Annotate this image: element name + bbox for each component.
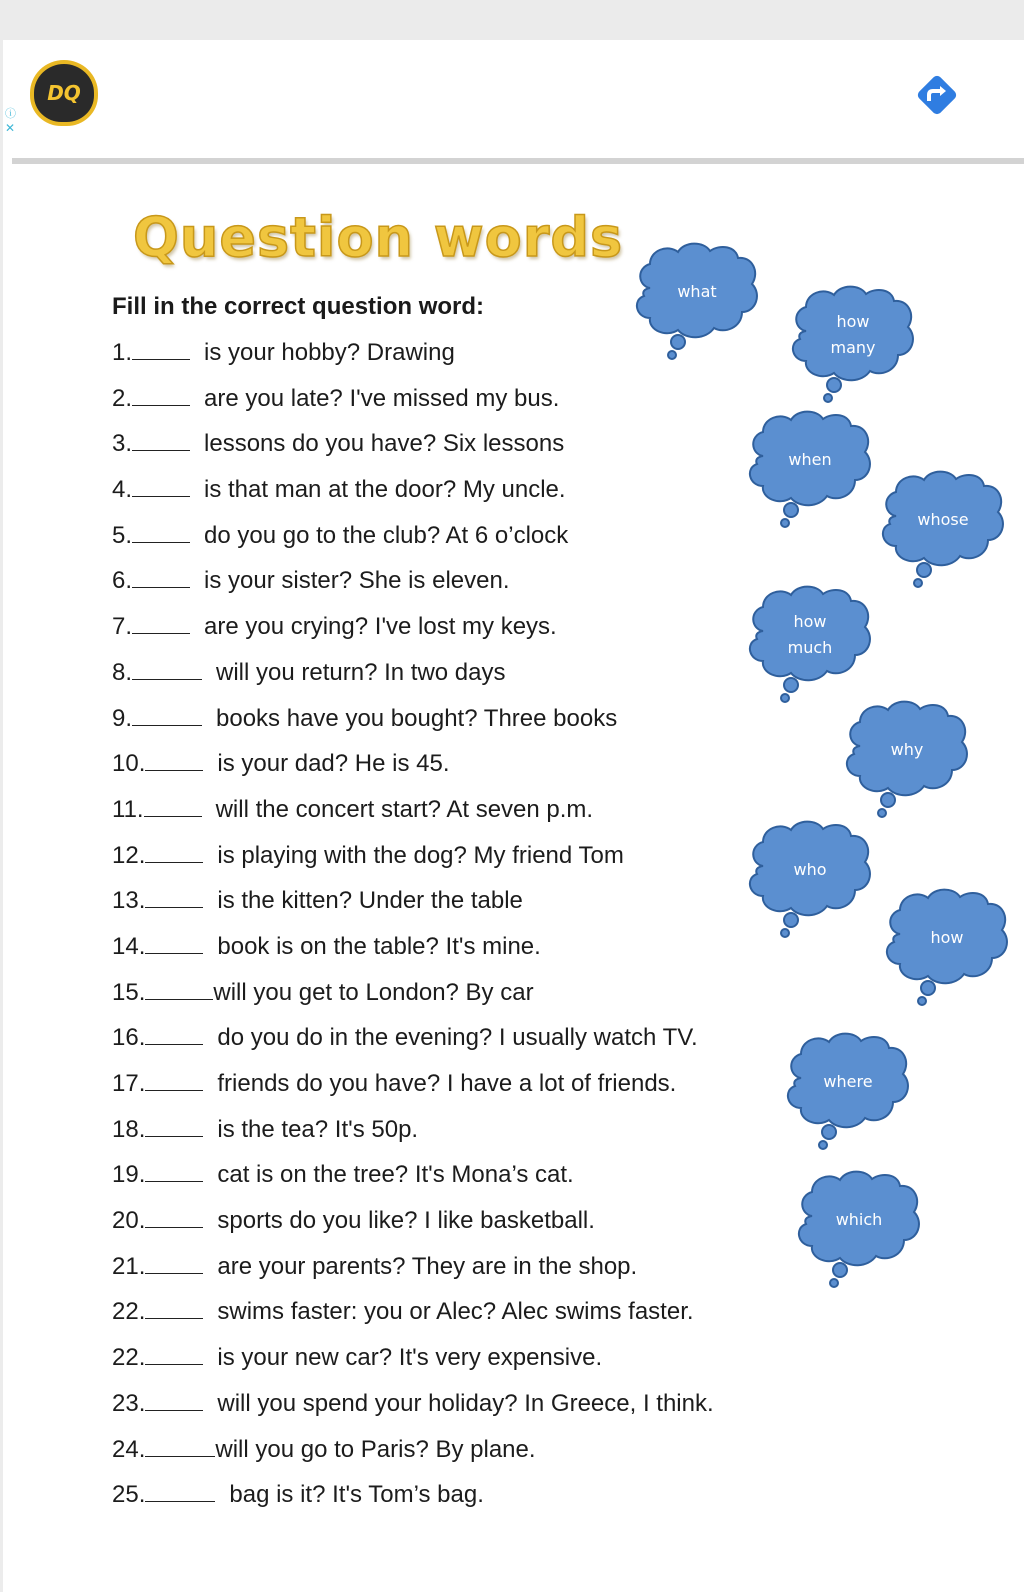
question-number: 14. [112, 932, 146, 960]
answer-blank[interactable] [144, 794, 202, 817]
ad-close-icon[interactable]: ✕ [5, 121, 16, 135]
answer-blank[interactable] [132, 611, 190, 634]
cloud-whose [878, 470, 1008, 590]
question-item [112, 1296, 714, 1342]
answer-blank[interactable] [145, 1434, 215, 1457]
question-item [112, 840, 714, 886]
cloud-how-many [788, 285, 918, 405]
question-text: do you do in the evening? I usually watch TV. [217, 1024, 698, 1052]
question-number: 4. [112, 476, 133, 504]
page-left-edge [0, 40, 3, 1592]
question-item [112, 1251, 714, 1297]
cloud-who [745, 820, 875, 940]
answer-blank[interactable] [145, 1342, 203, 1365]
question-number: 20. [112, 1207, 146, 1235]
question-item [112, 1205, 714, 1251]
cloud-what [632, 242, 762, 362]
cloud-label: what [677, 282, 717, 301]
answer-blank[interactable] [145, 1068, 203, 1091]
question-text: is your sister? She is eleven. [204, 567, 510, 595]
question-text: are your parents? They are in the shop. [217, 1252, 638, 1280]
cloud-label: how [930, 928, 964, 947]
answer-blank[interactable] [145, 977, 213, 1000]
question-text: sports do you like? I like basketball. [217, 1207, 595, 1235]
question-item [112, 1068, 714, 1114]
cloud-label: who [793, 860, 827, 879]
answer-blank[interactable] [132, 383, 190, 406]
cloud-label: why [890, 740, 924, 759]
question-item [112, 748, 714, 794]
cloud-label: how many [830, 312, 876, 357]
answer-blank[interactable] [145, 748, 203, 771]
question-item [112, 1434, 714, 1480]
question-number: 17. [112, 1070, 146, 1097]
question-text: friends do you have? I have a lot of friends. [217, 1070, 677, 1097]
question-number: 18. [112, 1115, 146, 1143]
question-number: 6. [112, 567, 133, 595]
question-text: books have you bought? Three books [216, 704, 618, 732]
question-text: lessons do you have? Six lessons [204, 430, 565, 458]
answer-blank[interactable] [145, 1114, 203, 1137]
question-item [112, 931, 714, 977]
directions-arrow-icon[interactable] [912, 70, 962, 120]
question-number: 19. [112, 1161, 146, 1189]
question-list [112, 337, 714, 1525]
worksheet-instruction: Fill in the correct question word: [112, 293, 485, 320]
question-item [112, 428, 714, 474]
answer-blank[interactable] [145, 1159, 203, 1182]
question-text: cat is on the tree? It's Mona’s cat. [217, 1161, 574, 1189]
question-item [112, 611, 714, 657]
question-number: 1. [112, 339, 133, 366]
cloud-label: where [823, 1072, 873, 1091]
question-text: will the concert start? At seven p.m. [215, 795, 594, 823]
question-number: 7. [112, 613, 133, 641]
question-text: is your new car? It's very expensive. [217, 1344, 603, 1372]
question-number: 12. [112, 841, 146, 869]
answer-blank[interactable] [132, 657, 202, 680]
question-text: is playing with the dog? My friend Tom [217, 841, 624, 869]
top-strip [0, 0, 1024, 40]
answer-blank[interactable] [145, 1205, 203, 1228]
question-item [112, 1022, 714, 1068]
answer-blank[interactable] [132, 520, 190, 543]
cloud-why [842, 700, 972, 820]
answer-blank[interactable] [145, 1296, 203, 1319]
question-number: 21. [112, 1252, 146, 1280]
question-number: 25. [112, 1481, 146, 1509]
question-text: will you spend your holiday? In Greece, I think. [217, 1389, 714, 1417]
question-number: 10. [112, 750, 146, 778]
question-text: is your dad? He is 45. [217, 750, 450, 778]
question-item [112, 794, 714, 840]
question-number: 15. [112, 978, 146, 1006]
question-item [112, 1342, 714, 1388]
question-item [112, 885, 714, 931]
cloud-where [783, 1032, 913, 1152]
question-number: 11. [112, 795, 144, 823]
ad-banner[interactable] [5, 40, 1024, 164]
question-number: 22. [112, 1344, 146, 1372]
answer-blank[interactable] [132, 474, 190, 497]
cloud-label: how much [787, 612, 833, 657]
answer-blank[interactable] [132, 428, 190, 451]
question-item [112, 1114, 714, 1160]
question-item [112, 1479, 714, 1525]
cloud-how-much [745, 585, 875, 705]
question-text: book is on the table? It's mine. [217, 932, 541, 960]
question-text: swims faster: you or Alec? Alec swims faster. [217, 1298, 694, 1326]
answer-blank[interactable] [145, 1022, 203, 1045]
question-item [112, 520, 714, 566]
cloud-when [745, 410, 875, 530]
question-item [112, 1159, 714, 1205]
ad-info-icon[interactable]: ⓘ [5, 108, 16, 120]
answer-blank[interactable] [145, 1251, 203, 1274]
question-number: 23. [112, 1389, 146, 1417]
question-number: 9. [112, 704, 133, 732]
answer-blank[interactable] [145, 885, 203, 908]
question-number: 8. [112, 658, 133, 686]
question-item [112, 337, 714, 383]
question-text: bag is it? It's Tom’s bag. [229, 1481, 484, 1509]
cloud-label: which [835, 1210, 883, 1229]
answer-blank[interactable] [145, 1479, 215, 1502]
cloud-how [882, 888, 1012, 1008]
question-text: is your hobby? Drawing [204, 339, 455, 366]
question-number: 3. [112, 430, 133, 458]
answer-blank[interactable] [132, 703, 202, 726]
question-text: are you crying? I've lost my keys. [204, 613, 557, 641]
question-number: 22. [112, 1298, 146, 1326]
question-item [112, 1388, 714, 1434]
answer-blank[interactable] [145, 931, 203, 954]
question-text: are you late? I've missed my bus. [204, 384, 560, 412]
question-text: will you return? In two days [216, 658, 506, 686]
question-text: do you go to the club? At 6 o’clock [204, 521, 569, 549]
question-text: will you get to London? By car [213, 978, 534, 1006]
question-item [112, 977, 714, 1023]
question-number: 2. [112, 384, 133, 412]
cloud-label: when [788, 450, 832, 469]
question-number: 13. [112, 887, 146, 915]
question-number: 24. [112, 1435, 146, 1463]
question-item [112, 474, 714, 520]
worksheet-title: Question words [133, 206, 624, 269]
cloud-label: whose [917, 510, 969, 529]
answer-blank[interactable] [145, 840, 203, 863]
question-item [112, 703, 714, 749]
ad-logo[interactable]: DQ [30, 60, 98, 126]
question-text: is the tea? It's 50p. [217, 1115, 419, 1143]
question-text: is that man at the door? My uncle. [204, 476, 566, 504]
question-number: 5. [112, 521, 133, 549]
answer-blank[interactable] [132, 337, 190, 360]
question-item [112, 565, 714, 611]
cloud-which [794, 1170, 924, 1290]
question-text: will you go to Paris? By plane. [215, 1435, 536, 1463]
question-item [112, 383, 714, 429]
answer-blank[interactable] [132, 565, 190, 588]
question-number: 16. [112, 1024, 146, 1052]
answer-blank[interactable] [145, 1388, 203, 1411]
question-text: is the kitten? Under the table [217, 887, 523, 915]
question-item [112, 657, 714, 703]
